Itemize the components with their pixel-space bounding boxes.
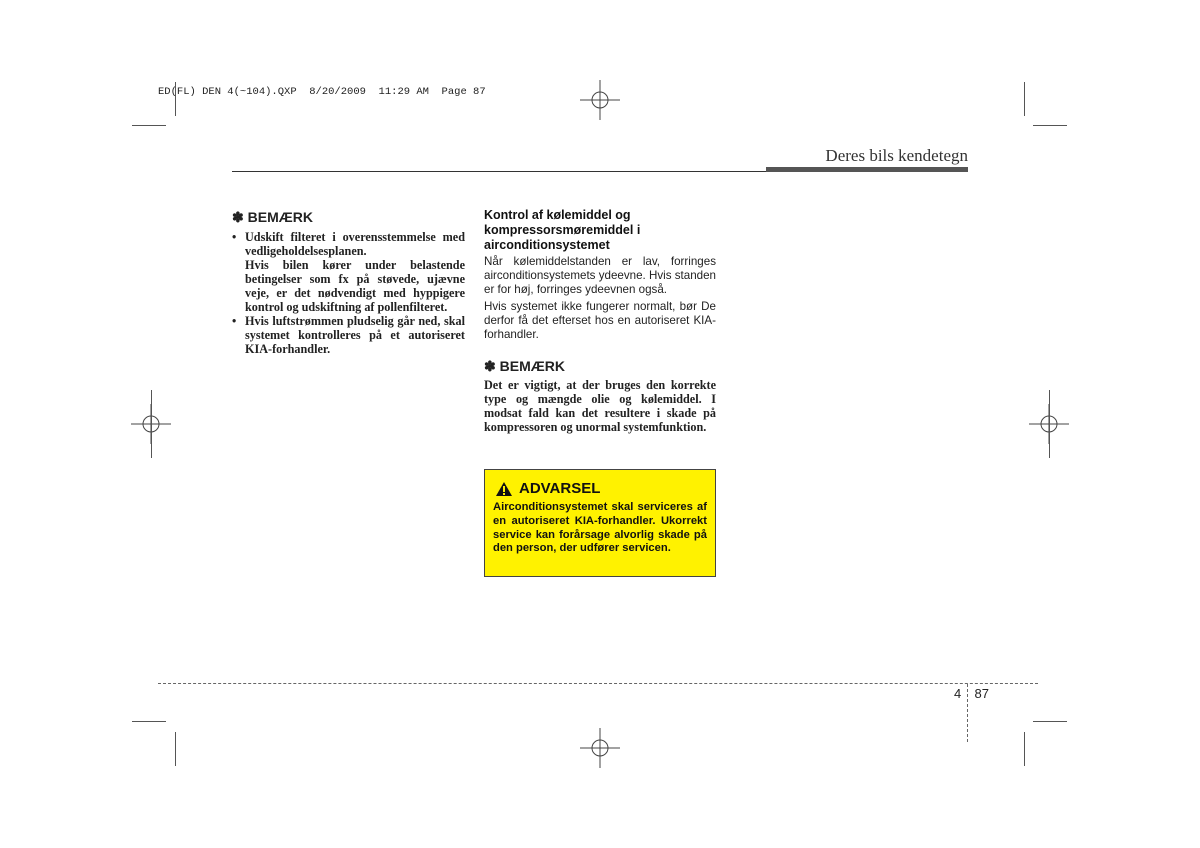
- bullet: •: [232, 314, 237, 328]
- warning-triangle-icon: [495, 481, 513, 497]
- note-paragraph: Udskift filteret i overensstemmelse med vedligeholdelsesplanen.: [245, 230, 465, 258]
- header-rule: [232, 171, 766, 172]
- note-paragraph: Hvis bilen kører under belastende betingelser som fx på støvede, ujævne veje, er det nødvendigt med hyppigere kontrol og udskiftning af pollenfilteret.: [245, 258, 465, 314]
- bullet: •: [232, 230, 237, 244]
- registration-mark-icon: [580, 80, 620, 120]
- note-star-icon: ✽: [484, 358, 496, 375]
- note-heading-text: BEMÆRK: [247, 209, 313, 225]
- header-rule-accent: [766, 167, 968, 172]
- chapter-number: 4: [954, 686, 962, 701]
- body-paragraph: Hvis systemet ikke fungerer normalt, bør De derfor få det efterset hos en autoriseret KIA-forhandler.: [484, 299, 716, 342]
- print-slug: ED(FL) DEN 4(~104).QXP 8/20/2009 11:29 AM Page 87: [158, 86, 486, 98]
- chapter-title: Deres bils kendetegn: [825, 146, 968, 165]
- crop-mark: [132, 721, 166, 722]
- page-number: [954, 686, 989, 701]
- left-note: [232, 209, 465, 356]
- crop-mark: [1033, 125, 1067, 126]
- list-item: [232, 314, 465, 356]
- note-heading: [232, 209, 465, 226]
- footer-rule: [158, 683, 1038, 684]
- note-paragraph: Hvis luftstrømmen pludselig går ned, skal systemet kontrolleres på et autoriseret KIA-forhandler.: [245, 314, 465, 356]
- crop-mark: [175, 82, 176, 116]
- body-paragraph: Når kølemiddelstanden er lav, forringes airconditionsystemets ydeevne. Hvis standen er for høj, forringes ydeevnen også.: [484, 255, 716, 297]
- warning-title: ADVARSEL: [519, 480, 601, 497]
- note-list: [232, 230, 465, 356]
- note-heading: [484, 358, 716, 375]
- warning-heading: [495, 480, 600, 497]
- note-heading-text: BEMÆRK: [499, 358, 565, 375]
- section-title: Kontrol af kølemiddel og kompressorsmøremiddel i airconditionsystemet: [484, 208, 641, 252]
- note-star-icon: ✽: [232, 209, 244, 225]
- crop-mark: [1049, 390, 1050, 458]
- warning-box: [484, 469, 716, 577]
- note-paragraph: Det er vigtigt, at der bruges den korrekte type og mængde olie og kølemiddel. I modsat fald kan det resultere i skade på kompressoren og unormal systemfunktion.: [484, 378, 716, 435]
- warning-text: Airconditionsystemet skal serviceres af en autoriseret KIA-forhandler. Ukorrekt service kan forårsage alvorlig skade på den person, der udfører servicen.: [493, 501, 707, 555]
- crop-mark: [1024, 732, 1025, 766]
- crop-mark: [151, 390, 152, 458]
- crop-mark: [1033, 721, 1067, 722]
- crop-mark: [1024, 82, 1025, 116]
- registration-mark-icon: [580, 728, 620, 768]
- right-note: [484, 358, 716, 434]
- list-item: [232, 230, 465, 314]
- page-number-value: 87: [974, 686, 989, 701]
- right-column: [484, 208, 716, 434]
- crop-mark: [132, 125, 166, 126]
- crop-mark: [175, 732, 176, 766]
